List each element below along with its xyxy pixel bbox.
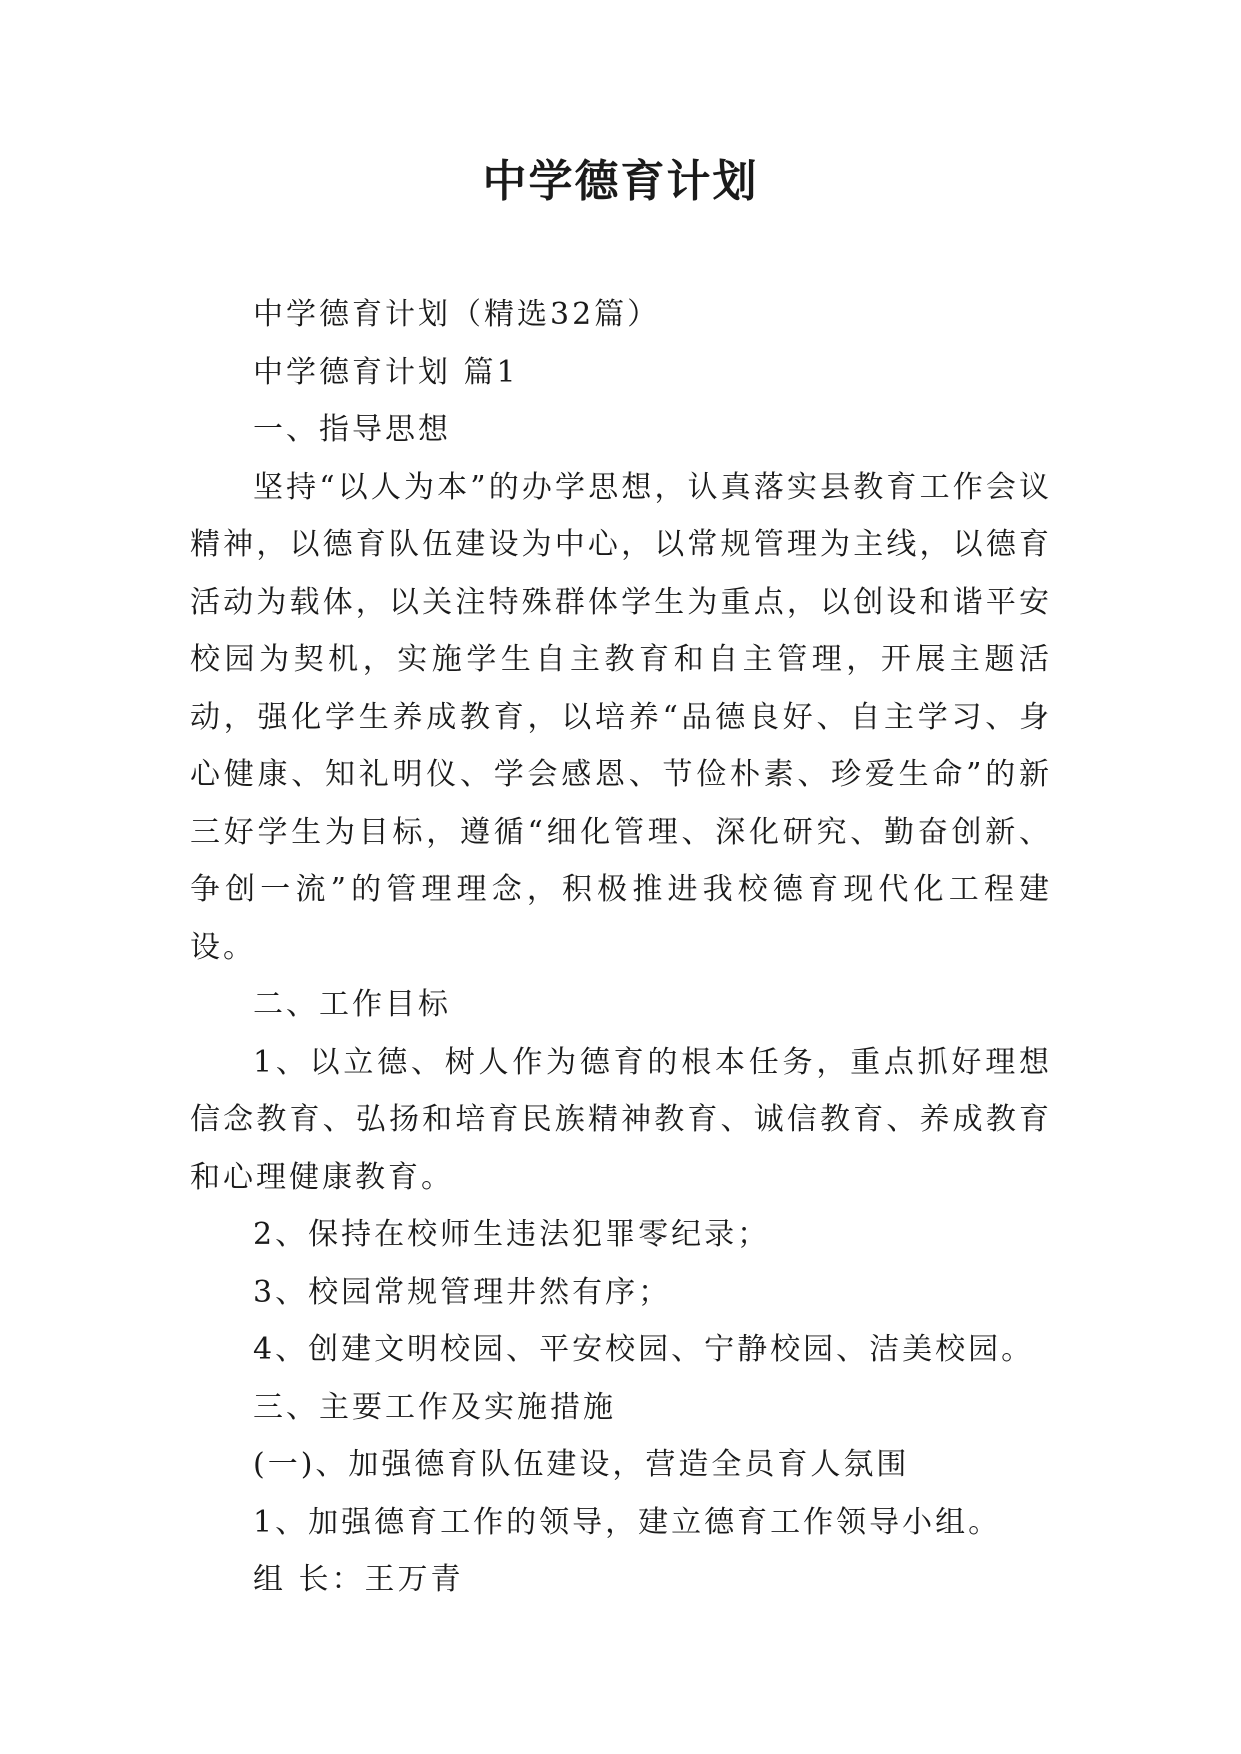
document-body xyxy=(190,286,1052,1609)
goal-item-3: 3、校园常规管理井然有序； xyxy=(253,1274,672,1310)
heading-work-goals: 二、工作目标 xyxy=(253,987,451,1022)
subheading-team-building: (一)、加强德育队伍建设，营造全员育人氛围 xyxy=(253,1447,910,1482)
document-title: 中学德育计划 xyxy=(482,156,759,207)
paragraph-guiding-ideology: 坚持“以人为本”的办学思想，认真落实县教育工作会议精神，以德育队伍建设为中心，以常规管理为主线，以德育活动为载体，以关注特殊群体学生为重点，以创设和谐平安校园为契机，实施学生自主教育和自主管理，开展主题活动，强化学生养成教育，以培养“品德良好、自主学习、身心健康、知礼明仪、学会感恩、节俭朴素、珍爱生命”的新三好学生为目标，遵循“细化管理、深化研究、勤奋创新、争创一流”的管理理念，积极推进我校德育现代化工程建设。 xyxy=(190,469,1052,965)
work-item-1: 1、加强德育工作的领导，建立德育工作领导小组。 xyxy=(253,1504,1002,1540)
heading-guiding-ideology: 一、指导思想 xyxy=(253,412,451,447)
section-heading-article-1: 中学德育计划 篇1 xyxy=(253,354,519,390)
goal-item-2: 2、保持在校师生违法犯罪零纪录； xyxy=(253,1217,771,1252)
goal-item-1: 1、以立德、树人作为德育的根本任务，重点抓好理想信念教育、弘扬和培育民族精神教育、诚信教育、养成教育和心理健康教育。 xyxy=(190,1044,1052,1195)
team-leader-line: 组 长：王万青 xyxy=(253,1562,464,1597)
heading-main-work: 三、主要工作及实施措施 xyxy=(253,1389,616,1425)
goal-item-4: 4、创建文明校园、平安校园、宁静校园、洁美校园。 xyxy=(253,1332,1035,1367)
subtitle-paragraph: 中学德育计划（精选32篇） xyxy=(253,297,661,332)
